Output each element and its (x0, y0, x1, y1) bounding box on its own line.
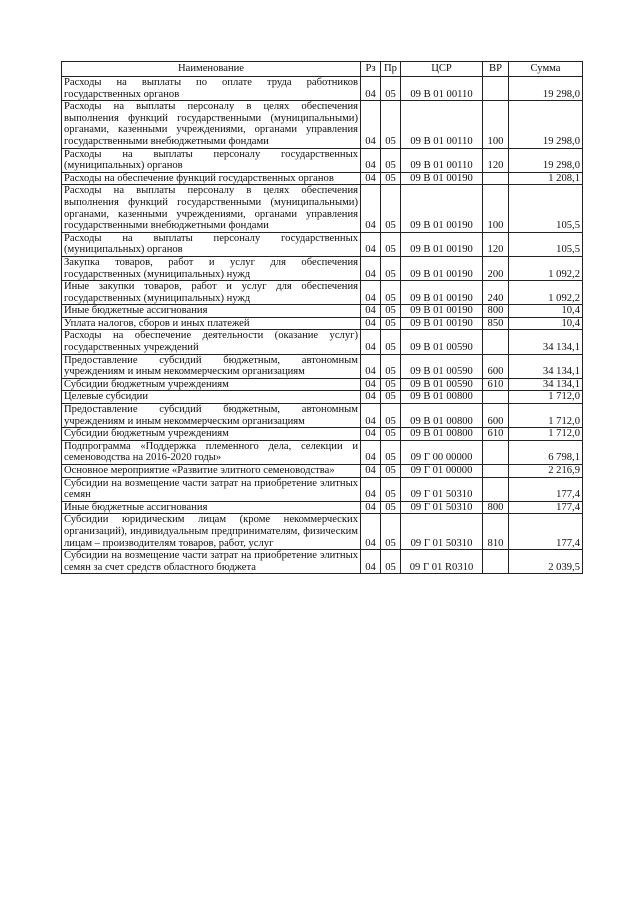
cell-pr: 05 (381, 550, 401, 574)
cell-sum: 1 208,1 (509, 172, 583, 185)
cell-pr: 05 (381, 354, 401, 378)
cell-rz: 04 (361, 317, 381, 330)
cell-rz: 04 (361, 354, 381, 378)
header-name: Наименование (62, 62, 361, 77)
cell-vr (483, 330, 509, 354)
table-row (62, 391, 583, 404)
table-row (62, 465, 583, 478)
cell-name: Иные закупки товаров, работ и услуг для обеспечения государственных (муниципальных) нужд (62, 281, 361, 305)
cell-csr: 09 В 01 00800 (401, 391, 483, 404)
cell-name: Расходы на выплаты персоналу государственных (муниципальных) органов (62, 232, 361, 256)
cell-vr: 610 (483, 378, 509, 391)
header-vr: ВР (483, 62, 509, 77)
cell-rz: 04 (361, 232, 381, 256)
cell-pr: 05 (381, 185, 401, 232)
cell-vr: 850 (483, 317, 509, 330)
table-row (62, 378, 583, 391)
cell-sum: 1 712,0 (509, 428, 583, 441)
cell-pr: 05 (381, 477, 401, 501)
cell-vr: 800 (483, 305, 509, 318)
cell-name: Расходы на выплаты персоналу государственных (муниципальных) органов (62, 148, 361, 172)
budget-table (61, 61, 583, 574)
cell-rz: 04 (361, 172, 381, 185)
cell-csr: 09 Г 00 00000 (401, 440, 483, 464)
cell-vr (483, 465, 509, 478)
cell-name: Расходы на выплаты персоналу в целях обеспечения выполнения функций государственными (муниципальными) органами, казенными учреждениями, органами управления государственными внебюджетными фондами (62, 101, 361, 148)
cell-pr: 05 (381, 101, 401, 148)
cell-sum: 1 712,0 (509, 391, 583, 404)
cell-csr: 09 В 01 00190 (401, 317, 483, 330)
cell-rz: 04 (361, 440, 381, 464)
cell-csr: 09 В 01 00800 (401, 428, 483, 441)
cell-name: Расходы на выплаты по оплате труда работников государственных органов (62, 77, 361, 101)
table-row (62, 514, 583, 550)
cell-pr: 05 (381, 256, 401, 280)
cell-vr: 800 (483, 501, 509, 514)
table-row (62, 317, 583, 330)
cell-name: Основное мероприятие «Развитие элитного семеноводства» (62, 465, 361, 478)
cell-vr: 120 (483, 232, 509, 256)
cell-sum: 2 039,5 (509, 550, 583, 574)
cell-rz: 04 (361, 185, 381, 232)
cell-csr: 09 В 01 00590 (401, 354, 483, 378)
cell-name: Закупка товаров, работ и услуг для обеспечения государственных (муниципальных) нужд (62, 256, 361, 280)
table-row (62, 404, 583, 428)
table-row (62, 305, 583, 318)
cell-vr: 100 (483, 101, 509, 148)
table-row (62, 77, 583, 101)
cell-csr: 09 В 01 00590 (401, 330, 483, 354)
cell-rz: 04 (361, 305, 381, 318)
cell-vr: 600 (483, 404, 509, 428)
cell-sum: 34 134,1 (509, 330, 583, 354)
table-row (62, 440, 583, 464)
table-row (62, 256, 583, 280)
cell-pr: 05 (381, 305, 401, 318)
cell-csr: 09 Г 01 00000 (401, 465, 483, 478)
header-sum: Сумма (509, 62, 583, 77)
cell-vr: 600 (483, 354, 509, 378)
cell-rz: 04 (361, 148, 381, 172)
cell-rz: 04 (361, 404, 381, 428)
cell-vr (483, 550, 509, 574)
cell-pr: 05 (381, 404, 401, 428)
cell-pr: 05 (381, 172, 401, 185)
cell-name: Иные бюджетные ассигнования (62, 305, 361, 318)
cell-csr: 09 В 01 00190 (401, 256, 483, 280)
cell-pr: 05 (381, 232, 401, 256)
cell-vr: 810 (483, 514, 509, 550)
cell-pr: 05 (381, 391, 401, 404)
cell-rz: 04 (361, 330, 381, 354)
cell-pr: 05 (381, 77, 401, 101)
cell-csr: 09 В 01 00590 (401, 378, 483, 391)
table-row (62, 354, 583, 378)
table-row (62, 185, 583, 232)
cell-rz: 04 (361, 465, 381, 478)
cell-sum: 177,4 (509, 514, 583, 550)
cell-rz: 04 (361, 501, 381, 514)
cell-vr: 100 (483, 185, 509, 232)
cell-csr: 09 В 01 00110 (401, 101, 483, 148)
cell-pr: 05 (381, 514, 401, 550)
cell-name: Субсидии на возмещение части затрат на приобретение элитных семян за счет средств областного бюджета (62, 550, 361, 574)
cell-vr: 610 (483, 428, 509, 441)
header-csr: ЦСР (401, 62, 483, 77)
cell-rz: 04 (361, 378, 381, 391)
cell-name: Расходы на выплаты персоналу в целях обеспечения выполнения функций государственными (муниципальными) органами, казенными учреждениями, органами управления государственными внебюджетными фондами (62, 185, 361, 232)
cell-csr: 09 Г 01 50310 (401, 514, 483, 550)
cell-pr: 05 (381, 465, 401, 478)
cell-sum: 10,4 (509, 305, 583, 318)
cell-csr: 09 В 01 00190 (401, 232, 483, 256)
cell-sum: 177,4 (509, 501, 583, 514)
cell-vr (483, 172, 509, 185)
cell-pr: 05 (381, 428, 401, 441)
cell-name: Предоставление субсидий бюджетным, автономным учреждениям и иным некоммерческим организациям (62, 404, 361, 428)
table-row (62, 428, 583, 441)
cell-sum: 105,5 (509, 232, 583, 256)
cell-csr: 09 Г 01 R0310 (401, 550, 483, 574)
cell-sum: 1 092,2 (509, 281, 583, 305)
cell-sum: 34 134,1 (509, 378, 583, 391)
cell-vr (483, 77, 509, 101)
table-header-row (62, 62, 583, 77)
cell-vr: 240 (483, 281, 509, 305)
cell-name: Иные бюджетные ассигнования (62, 501, 361, 514)
cell-rz: 04 (361, 514, 381, 550)
table-row (62, 172, 583, 185)
cell-csr: 09 Г 01 50310 (401, 501, 483, 514)
table-row (62, 501, 583, 514)
cell-name: Субсидии бюджетным учреждениям (62, 378, 361, 391)
cell-sum: 10,4 (509, 317, 583, 330)
table-row (62, 477, 583, 501)
cell-sum: 1 092,2 (509, 256, 583, 280)
cell-name: Субсидии юридическим лицам (кроме некоммерческих организаций), индивидуальным предпринимателям, физическим лицам – производителям товаров, работ, услуг (62, 514, 361, 550)
cell-name: Подпрограмма «Поддержка племенного дела, селекции и семеноводства на 2016-2020 годы» (62, 440, 361, 464)
table-row (62, 101, 583, 148)
cell-rz: 04 (361, 550, 381, 574)
cell-rz: 04 (361, 256, 381, 280)
table-row (62, 232, 583, 256)
cell-name: Субсидии бюджетным учреждениям (62, 428, 361, 441)
table-row (62, 330, 583, 354)
cell-pr: 05 (381, 378, 401, 391)
cell-csr: 09 В 01 00190 (401, 305, 483, 318)
cell-pr: 05 (381, 317, 401, 330)
table-row (62, 148, 583, 172)
cell-rz: 04 (361, 77, 381, 101)
cell-sum: 34 134,1 (509, 354, 583, 378)
cell-vr (483, 477, 509, 501)
table-row (62, 281, 583, 305)
header-rz: Рз (361, 62, 381, 77)
cell-pr: 05 (381, 281, 401, 305)
cell-csr: 09 Г 01 50310 (401, 477, 483, 501)
cell-sum: 6 798,1 (509, 440, 583, 464)
cell-csr: 09 В 01 00190 (401, 185, 483, 232)
cell-sum: 177,4 (509, 477, 583, 501)
cell-rz: 04 (361, 101, 381, 148)
cell-sum: 19 298,0 (509, 148, 583, 172)
cell-sum: 105,5 (509, 185, 583, 232)
table-row (62, 550, 583, 574)
cell-pr: 05 (381, 501, 401, 514)
cell-pr: 05 (381, 330, 401, 354)
cell-vr: 120 (483, 148, 509, 172)
header-pr: Пр (381, 62, 401, 77)
cell-name: Уплата налогов, сборов и иных платежей (62, 317, 361, 330)
cell-rz: 04 (361, 281, 381, 305)
cell-name: Предоставление субсидий бюджетным, автономным учреждениям и иным некоммерческим организациям (62, 354, 361, 378)
cell-rz: 04 (361, 477, 381, 501)
cell-csr: 09 В 01 00190 (401, 281, 483, 305)
cell-sum: 19 298,0 (509, 101, 583, 148)
cell-csr: 09 В 01 00190 (401, 172, 483, 185)
cell-name: Целевые субсидии (62, 391, 361, 404)
cell-pr: 05 (381, 440, 401, 464)
cell-pr: 05 (381, 148, 401, 172)
cell-rz: 04 (361, 428, 381, 441)
cell-vr (483, 391, 509, 404)
cell-sum: 2 216,9 (509, 465, 583, 478)
cell-name: Расходы на обеспечение деятельности (оказание услуг) государственных учреждений (62, 330, 361, 354)
cell-vr (483, 440, 509, 464)
cell-rz: 04 (361, 391, 381, 404)
cell-name: Субсидии на возмещение части затрат на приобретение элитных семян (62, 477, 361, 501)
cell-vr: 200 (483, 256, 509, 280)
cell-csr: 09 В 01 00800 (401, 404, 483, 428)
cell-sum: 19 298,0 (509, 77, 583, 101)
cell-name: Расходы на обеспечение функций государственных органов (62, 172, 361, 185)
cell-sum: 1 712,0 (509, 404, 583, 428)
cell-csr: 09 В 01 00110 (401, 77, 483, 101)
cell-csr: 09 В 01 00110 (401, 148, 483, 172)
